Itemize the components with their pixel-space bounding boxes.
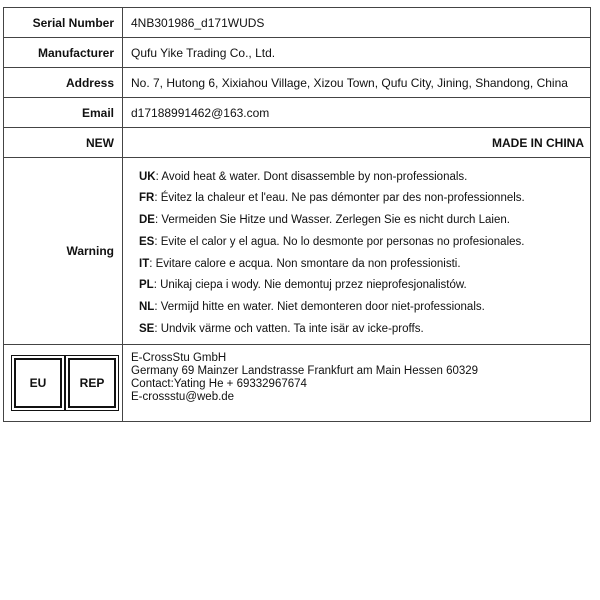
warning-row	[4, 158, 591, 345]
eu-rep-symbol-cell	[4, 345, 123, 422]
warning-item	[139, 210, 590, 232]
manufacturer-label: Manufacturer	[4, 38, 123, 68]
warning-text: : Vermijd hitte en water. Niet demonteren door niet-professionals.	[154, 300, 485, 313]
warning-lang-code: FR	[139, 192, 155, 205]
condition-label: NEW	[4, 128, 123, 158]
warning-lang-code: PL	[139, 279, 154, 292]
warning-text: : Evitare calore e acqua. Non smontare da non professionisti.	[149, 257, 461, 270]
manufacturer-value: Qufu Yike Trading Co., Ltd.	[123, 38, 591, 68]
eu-rep-symbol	[4, 358, 122, 408]
warning-item	[139, 254, 590, 276]
eu-rep-email: E-crossstu@web.de	[131, 391, 235, 403]
warning-item	[139, 188, 590, 210]
warning-item	[139, 232, 590, 254]
warning-item	[139, 297, 590, 319]
serial-number-label: Serial Number	[4, 8, 123, 38]
warning-text: : Avoid heat & water. Dont disassemble by non-professionals.	[155, 170, 468, 183]
warning-lang-code: SE	[139, 322, 155, 335]
rep-box: REP	[68, 358, 116, 408]
warning-text: : Vermeiden Sie Hitze und Wasser. Zerlegen Sie es nicht durch Laien.	[154, 214, 510, 227]
eu-rep-phone: Contact:Yating He + 69332967674	[131, 378, 307, 390]
eu-box: EU	[14, 358, 62, 408]
address-row	[4, 68, 591, 98]
eu-rep-row	[4, 345, 591, 422]
product-info-table	[3, 7, 591, 422]
warning-item	[139, 319, 590, 341]
eu-rep-address: Germany 69 Mainzer Landstrasse Frankfurt am Main Hessen 60329	[131, 365, 479, 377]
warning-lang-code: ES	[139, 235, 155, 248]
warning-list	[131, 162, 590, 341]
warning-lang-code: NL	[139, 300, 155, 313]
warning-text: : Évitez la chaleur et l'eau. Ne pas démonter par des non-professionnels.	[154, 192, 525, 205]
warning-item	[139, 167, 590, 189]
email-label: Email	[4, 98, 123, 128]
manufacturer-row	[4, 38, 591, 68]
warning-item	[139, 275, 590, 297]
warning-lang-code: DE	[139, 214, 155, 227]
address-label: Address	[4, 68, 123, 98]
eu-rep-contact	[123, 345, 591, 422]
serial-number-row	[4, 8, 591, 38]
serial-number-value: 4NB301986_d171WUDS	[123, 8, 591, 38]
warning-lang-code: IT	[139, 257, 150, 270]
address-value: No. 7, Hutong 6, Xixiahou Village, Xizou Town, Qufu City, Jining, Shandong, China	[123, 68, 591, 98]
warning-text: : Undvik värme och vatten. Ta inte isär av icke-proffs.	[154, 322, 424, 335]
email-value: d17188991462@163.com	[123, 98, 591, 128]
warning-label: Warning	[4, 158, 123, 345]
email-row	[4, 98, 591, 128]
warning-cell	[123, 158, 591, 345]
origin-value: MADE IN CHINA	[123, 128, 591, 158]
warning-text: : Evite el calor y el agua. No lo desmonte por personas no profesionales.	[154, 235, 525, 248]
condition-row	[4, 128, 591, 158]
eu-rep-company: E-CrossStu GmbH	[131, 352, 227, 364]
warning-lang-code: UK	[139, 170, 156, 183]
warning-text: : Unikaj ciepa i wody. Nie demontuj przez nieprofesjonalistów.	[153, 279, 467, 292]
